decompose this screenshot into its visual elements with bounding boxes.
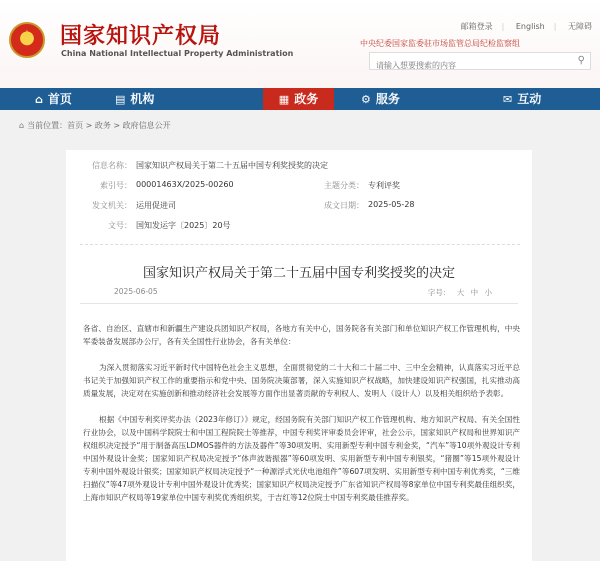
paragraph: 各省、自治区、直辖市和新疆生产建设兵团知识产权局，各地方有关中心，国务院各有关部门和单位知识产权工作管理机构，中央军委装备发展部办公厅，各有关全国性行业协会，各有关单位： xyxy=(83,324,520,346)
chat-icon: ✉ xyxy=(503,93,513,106)
breadcrumb: ⌂ 当前位置：首页 > 政务 > 政府信息公开 xyxy=(19,121,171,130)
paragraph: 根据《中国专利奖评奖办法（2023年修订）》规定，经国务院有关部门知识产权工作管理机构、地方知识产权局、有关全国性行业协会，以及中国科学院院士和中国工程院院士等推荐，中国专利奖评审委员会评审，社会公示，国家知识产权局和世界知识产权组织决定授予“用于制备高压LDMOS器件的方法及器件”等30项发明、实用新型专利中国专利金奖，“汽车”等10项外观设计专利中国外观设计金奖；国家知识产权局决定授予“体声波谐振器”等60项发明、实用新型专利中国专利银奖，“猪圈”等15项外观设计专利中国外观设计银奖；国家知识产权局决定授予“一种源浮式光伏电池组件”等607项发明、实用新型专利中国专利优秀奖，“三维扫描仪”等47项外观设计专利中国外观设计优秀奖；国家知识产权局决定授予广东省知识产权局等8家单位中国专利奖最佳组织奖，上海市知识产权局等19家单位中国专利奖优秀组织奖，于吉红等12位院士中国专利奖最佳推荐奖。 xyxy=(83,415,520,502)
article-title: 国家知识产权局关于第二十五届中国专利奖授奖的决定 xyxy=(142,266,455,281)
font-size-medium[interactable]: 中 xyxy=(470,288,479,297)
main-nav xyxy=(0,88,600,110)
site-subtitle-en: China National Intellectual Property Administration xyxy=(61,49,294,58)
nav-item-interaction[interactable]: ✉ 互动 xyxy=(503,88,541,110)
topic-value: 专利评奖 xyxy=(368,181,400,190)
accessibility-link[interactable]: 无障碍 xyxy=(568,22,592,31)
font-size-small[interactable]: 小 xyxy=(484,288,492,297)
home-icon: ⌂ xyxy=(35,93,43,106)
search-box xyxy=(369,52,591,70)
site-header xyxy=(0,0,600,88)
location-icon: ⌂ xyxy=(19,121,25,130)
meta-label: 索引号： xyxy=(100,181,132,190)
font-size-large[interactable]: 大 xyxy=(456,288,465,297)
nav-item-institution[interactable]: ▤ 机构 xyxy=(115,88,154,110)
article-subinfo xyxy=(114,287,492,296)
service-icon: ⚙ xyxy=(361,93,371,106)
nav-item-government[interactable]: ▦ 政务 xyxy=(263,88,334,110)
info-name-value: 国家知识产权局关于第二十五届中国专利奖授奖的决定 xyxy=(136,161,328,170)
font-size-label: 字号： xyxy=(427,288,451,297)
index-value: 00001463X/2025-00260 xyxy=(136,180,234,189)
government-icon: ▦ xyxy=(278,93,290,106)
email-login-link[interactable]: 邮箱登录 xyxy=(460,22,493,31)
publish-date: 2025-06-05 xyxy=(114,287,158,296)
institution-icon: ▤ xyxy=(115,93,126,106)
english-link[interactable]: English xyxy=(515,22,545,31)
meta-label: 主题分类： xyxy=(324,181,364,190)
paragraph: 为深入贯彻落实习近平新时代中国特色社会主义思想，全面贯彻党的二十大和二十届二中、三中全会精神，认真落实习近平总书记关于加强知识产权工作的重要指示和党中央、国务院决策部署，深入实施知识产权战略，加快建设知识产权强国，扎实推动高质量发展，决定对在实施创新和推动经济社会发展等方面作出显著贡献的专利权人、发明人（设计人）以及相关组织给予表彰。 xyxy=(83,363,520,398)
nav-item-service[interactable]: ⚙ 服务 xyxy=(361,88,400,110)
discipline-link[interactable]: 中央纪委国家监委驻市场监管总局纪检监察组 xyxy=(360,39,520,48)
top-links: 邮箱登录 | English | 无障碍 xyxy=(460,22,592,31)
doc-number-value: 国知发运字〔2025〕20号 xyxy=(136,221,231,230)
site-title[interactable]: 国家知识产权局 xyxy=(60,23,222,49)
article-card xyxy=(66,150,532,561)
meta-label: 成文日期： xyxy=(324,201,364,210)
meta-label: 信息名称： xyxy=(92,161,132,170)
nav-item-home[interactable]: ⌂ 首页 xyxy=(35,88,72,110)
font-size-switcher xyxy=(428,287,492,298)
meta-label: 发文机关： xyxy=(92,201,132,210)
date-value: 2025-05-28 xyxy=(368,200,415,209)
meta-label: 文号： xyxy=(108,221,132,230)
org-value: 运用促进司 xyxy=(136,201,176,210)
article-body xyxy=(83,322,520,517)
search-icon[interactable]: ⚲ xyxy=(577,55,585,66)
meta-table xyxy=(80,160,520,246)
title-divider xyxy=(80,303,518,304)
search-input[interactable] xyxy=(370,58,560,74)
national-emblem-icon[interactable] xyxy=(9,22,45,58)
meta-divider xyxy=(80,244,520,245)
